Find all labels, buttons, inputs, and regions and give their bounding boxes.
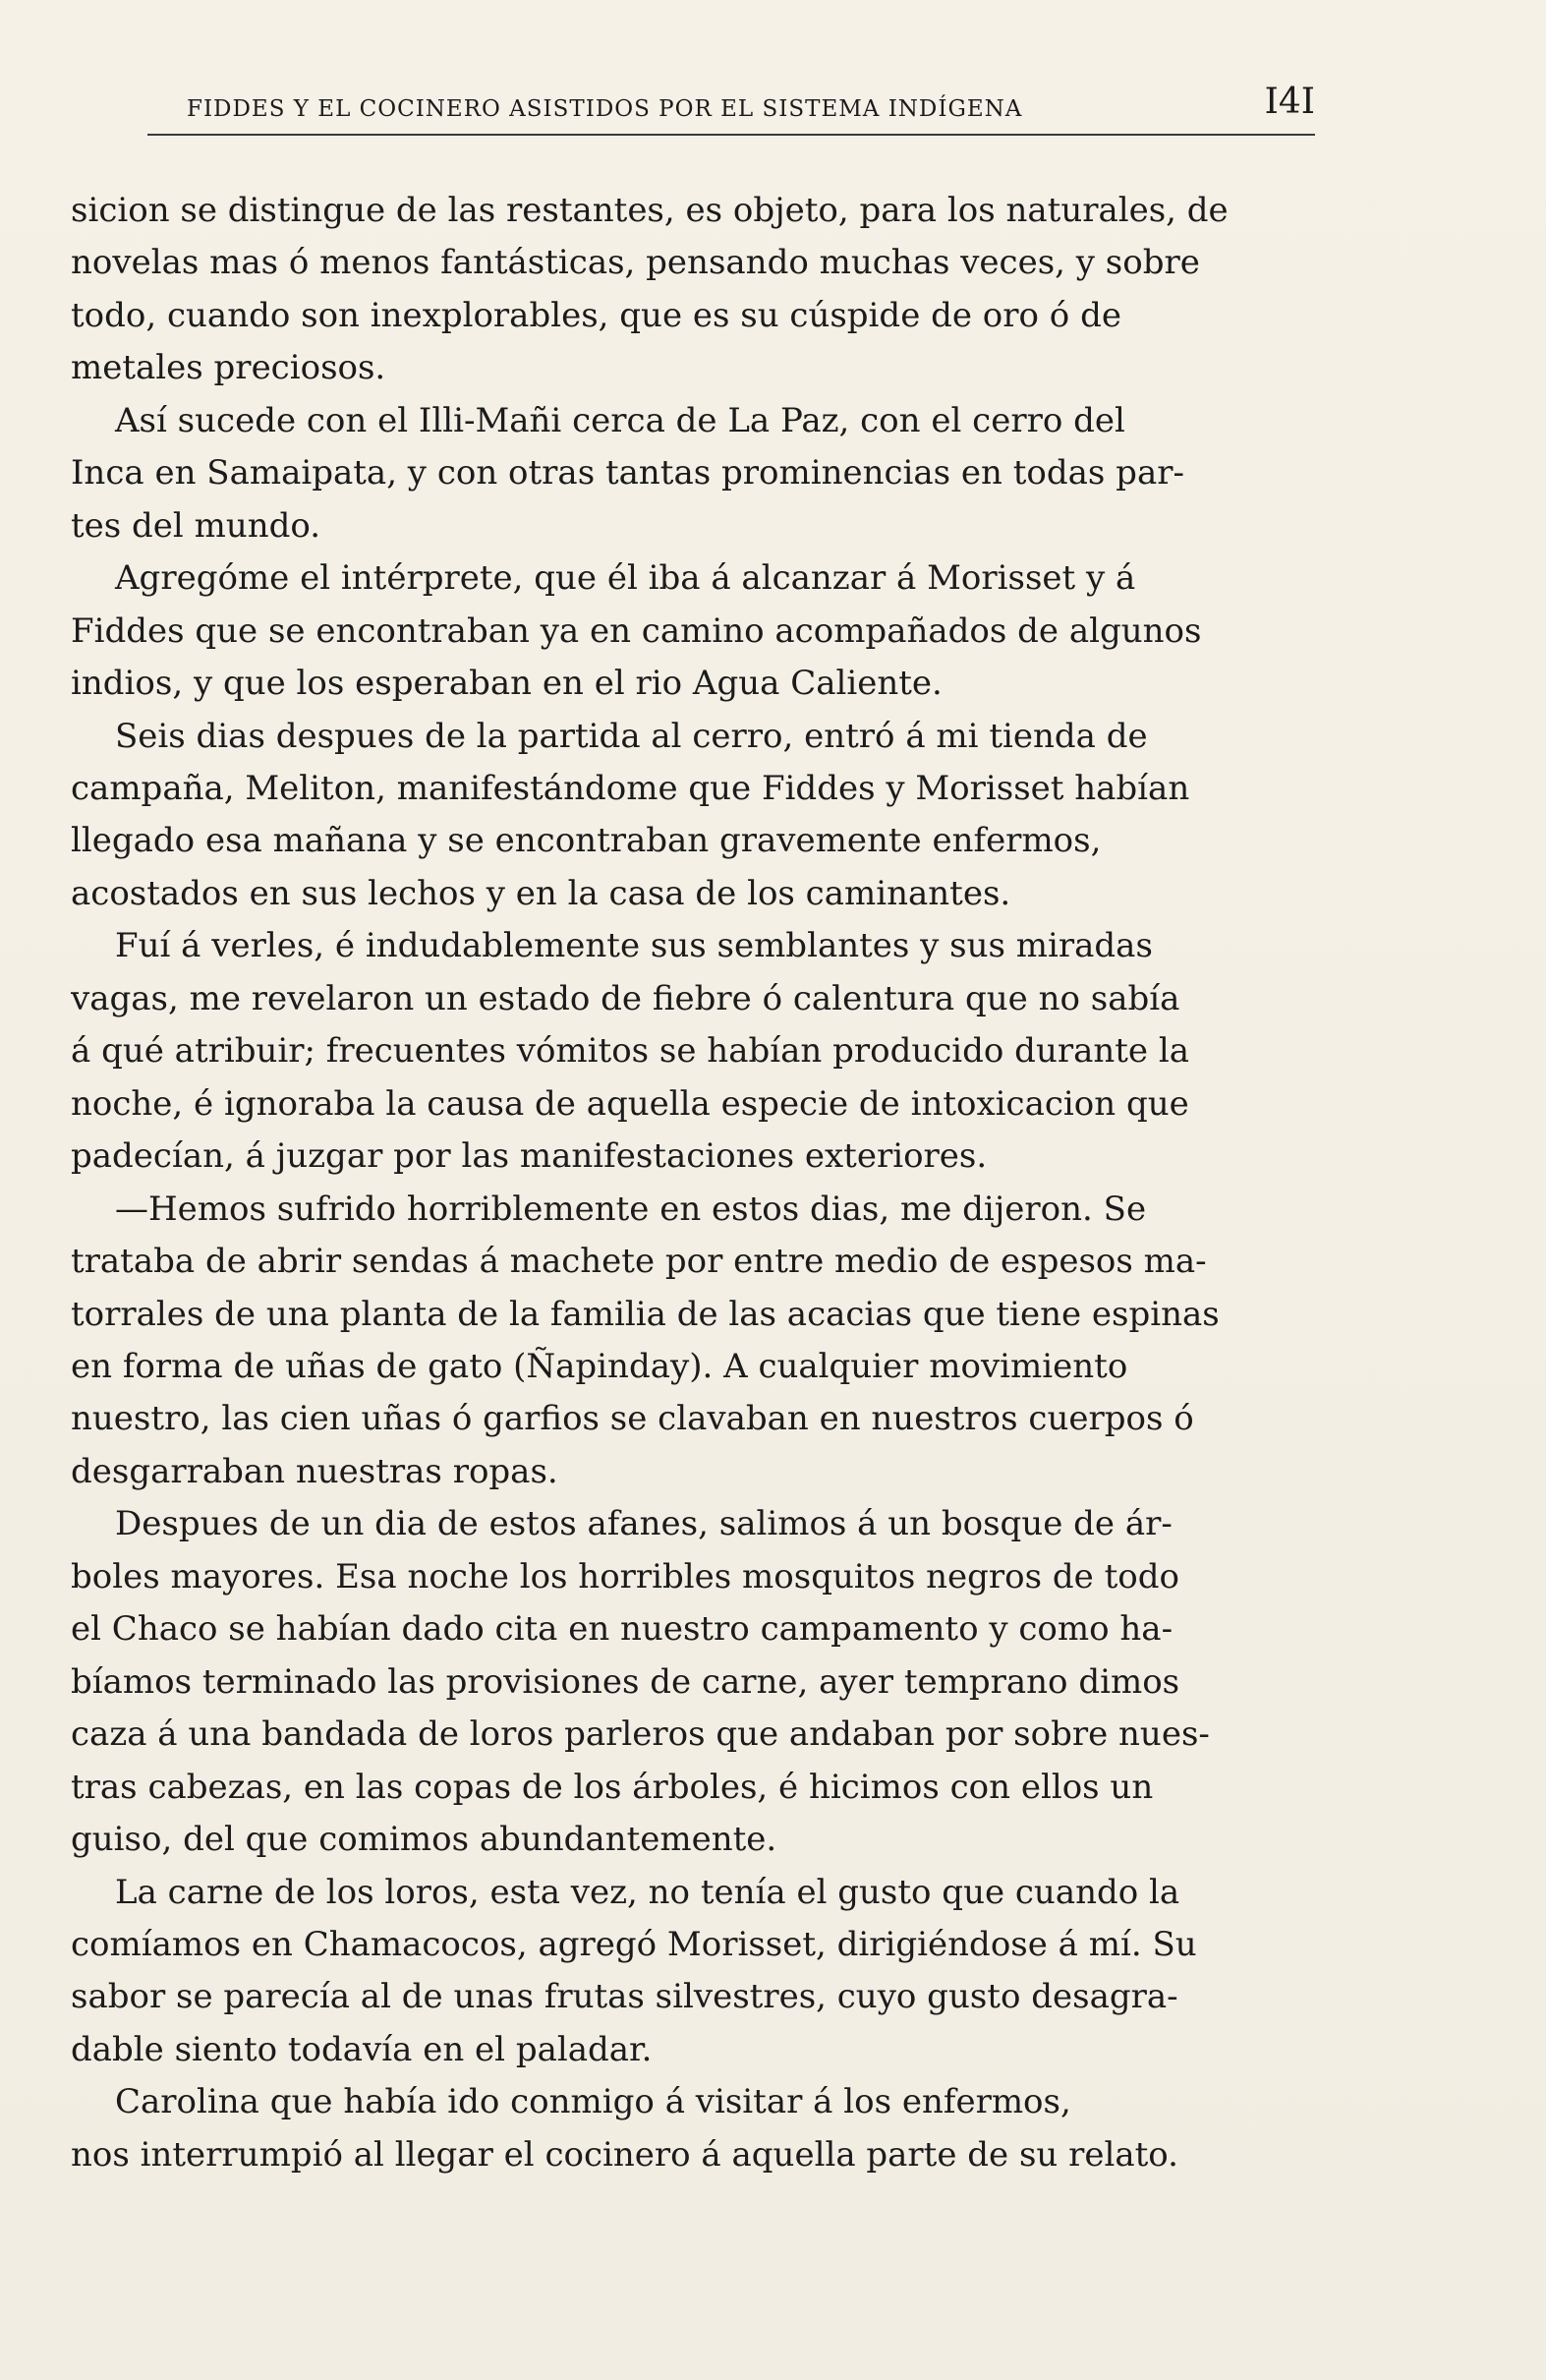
text-line: —Hemos sufrido horriblemente en estos dias, me dijeron. Se — [115, 1189, 1147, 1229]
text-line: campaña, Meliton, manifestándome que Fiddes y Morisset habían — [71, 768, 1190, 808]
running-title: FIDDES Y EL COCINERO ASISTIDOS POR EL SISTEMA INDÍGENA — [187, 96, 1023, 122]
text-line: vagas, me revelaron un estado de fiebre ó calentura que no sabía — [71, 978, 1180, 1018]
text-line: Inca en Samaipata, y con otras tantas prominencias en todas par- — [71, 453, 1184, 493]
text-line: Así sucede con el Illi-Mañi cerca de La Paz, con el cerro del — [115, 400, 1125, 440]
text-line: tras cabezas, en las copas de los árboles, é hicimos con ellos un — [71, 1767, 1154, 1807]
text-line: tes del mundo. — [71, 505, 321, 546]
text-line: Agregóme el intérprete, que él iba á alcanzar á Morisset y á — [115, 558, 1136, 599]
text-line: padecían, á juzgar por las manifestaciones exteriores. — [71, 1136, 988, 1177]
text-line: sicion se distingue de las restantes, es objeto, para los naturales, de — [71, 191, 1229, 230]
text-line: Fuí á verles, é indudablemente sus semblantes y sus miradas — [115, 926, 1153, 966]
text-line: nuestro, las cien uñas ó garfios se clavaban en nuestros cuerpos ó — [71, 1399, 1194, 1439]
text-line: el Chaco se habían dado cita en nuestro campamento y como ha- — [71, 1609, 1174, 1650]
text-line: llegado esa mañana y se encontraban gravemente enfermos, — [71, 821, 1102, 861]
text-line: Fiddes que se encontraban ya en camino acompañados de algunos — [71, 610, 1202, 651]
text-line: nos interrumpió al llegar el cocinero á aquella parte de su relato. — [71, 2134, 1178, 2175]
text-line: caza á una bandada de loros parleros que andaban por sobre nues- — [71, 1714, 1210, 1755]
text-line: metales preciosos. — [71, 348, 386, 388]
text-line: sabor se parecía al de unas frutas silvestres, cuyo gusto desagra- — [71, 1977, 1178, 2017]
header-rule — [147, 134, 1315, 136]
text-line: acostados en sus lechos y en la casa de los caminantes. — [71, 873, 1011, 913]
text-block — [71, 185, 1334, 2181]
text-line: dable siento todavía en el paladar. — [71, 2029, 653, 2069]
text-line: todo, cuando son inexplorables, que es su cúspide de oro ó de — [71, 295, 1121, 335]
text-line: Seis dias despues de la partida al cerro, entró á mi tienda de — [115, 716, 1148, 756]
text-line: indios, y que los esperaban en el rio Agua Caliente. — [71, 664, 943, 704]
text-line: torrales de una planta de la familia de las acacias que tiene espinas — [71, 1294, 1220, 1334]
text-line: á qué atribuir; frecuentes vómitos se habían producido durante la — [71, 1031, 1190, 1072]
text-line: noche, é ignoraba la causa de aquella especie de intoxicacion que — [71, 1083, 1189, 1124]
text-line: guiso, del que comimos abundantemente. — [71, 1820, 777, 1860]
page-header — [187, 82, 1315, 128]
text-line: boles mayores. Esa noche los horribles mosquitos negros de todo — [71, 1556, 1179, 1596]
text-line: comíamos en Chamacocos, agregó Morisset, dirigiéndose á mí. Su — [71, 1924, 1197, 1964]
text-line: desgarraban nuestras ropas. — [71, 1451, 558, 1491]
text-line: Despues de un dia de estos afanes, salimos á un bosque de ár- — [115, 1504, 1173, 1544]
text-line: en forma de uñas de gato (Ñapinday). A cualquier movimiento — [71, 1346, 1128, 1386]
text-line: La carne de los loros, esta vez, no tenía el gusto que cuando la — [115, 1872, 1180, 1912]
text-line: novelas mas ó menos fantásticas, pensando muchas veces, y sobre — [71, 243, 1200, 283]
text-line: Carolina que había ido conmigo á visitar á los enfermos, — [115, 2082, 1071, 2122]
page-number: I4I — [1264, 82, 1315, 122]
text-line: trataba de abrir sendas á machete por entre medio de espesos ma- — [71, 1242, 1207, 1282]
text-line: bíamos terminado las provisiones de carne, ayer temprano dimos — [71, 1661, 1180, 1702]
